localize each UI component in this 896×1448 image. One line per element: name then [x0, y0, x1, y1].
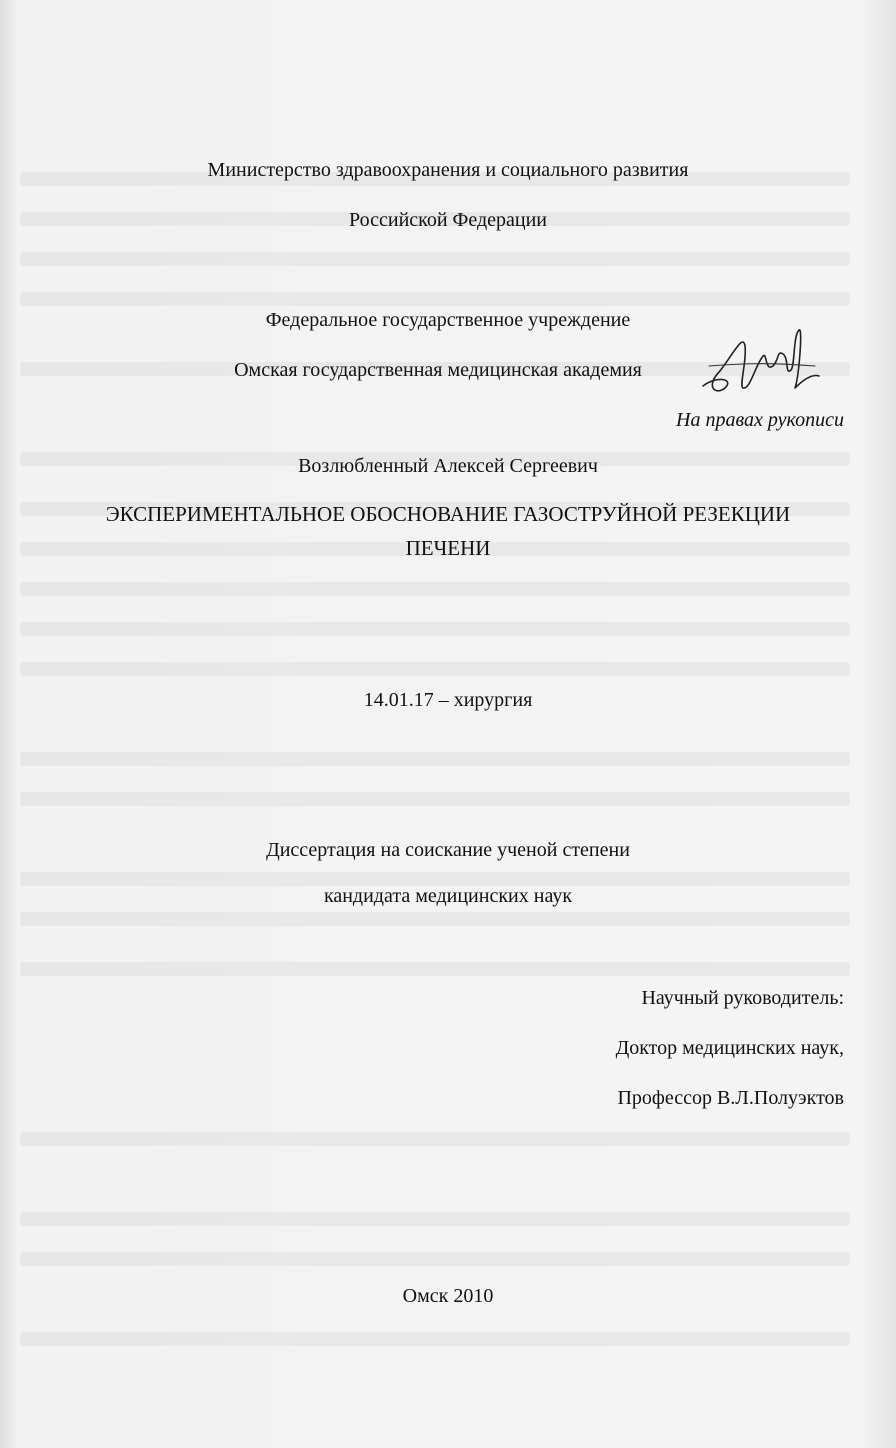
dissertation-type-line-1: Диссертация на соискание ученой степени	[266, 839, 630, 861]
institution-line-2: Омская государственная медицинская академия	[234, 359, 642, 381]
show-through-line	[20, 292, 850, 306]
city-year: Омск 2010	[402, 1285, 494, 1307]
manuscript-note: На правах рукописи	[676, 409, 844, 431]
supervisor-degree: Доктор медицинских наук,	[615, 1037, 844, 1059]
author-name: Возлюбленный Алексей Сергеевич	[298, 455, 598, 477]
show-through-line	[20, 252, 850, 266]
dissertation-title-line-1: ЭКСПЕРИМЕНТАЛЬНОЕ ОБОСНОВАНИЕ ГАЗОСТРУЙНОЙ РЕЗЕКЦИИ	[105, 502, 791, 526]
institution-line-1: Федеральное государственное учреждение	[265, 309, 631, 331]
show-through-line	[20, 1132, 850, 1146]
dissertation-type-line-2: кандидата медицинских наук	[323, 885, 573, 907]
show-through-line	[20, 962, 850, 976]
show-through-line	[20, 752, 850, 766]
supervisor-name: Профессор В.Л.Полуэктов	[617, 1087, 844, 1109]
specialty: 14.01.17 – хирургия	[363, 689, 533, 711]
show-through-line	[20, 622, 850, 636]
show-through-line	[20, 662, 850, 676]
supervisor-label: Научный руководитель:	[641, 987, 844, 1009]
signature-icon	[695, 316, 825, 406]
ministry-line-1: Министерство здравоохранения и социального развития	[207, 159, 689, 181]
show-through-line	[20, 1332, 850, 1346]
ministry-line-2: Российской Федерации	[348, 209, 548, 231]
show-through-line	[20, 1252, 850, 1266]
show-through-line	[20, 582, 850, 596]
show-through-line	[20, 912, 850, 926]
dissertation-title-line-2: ПЕЧЕНИ	[405, 536, 491, 560]
show-through-line	[20, 792, 850, 806]
show-through-line	[20, 1212, 850, 1226]
